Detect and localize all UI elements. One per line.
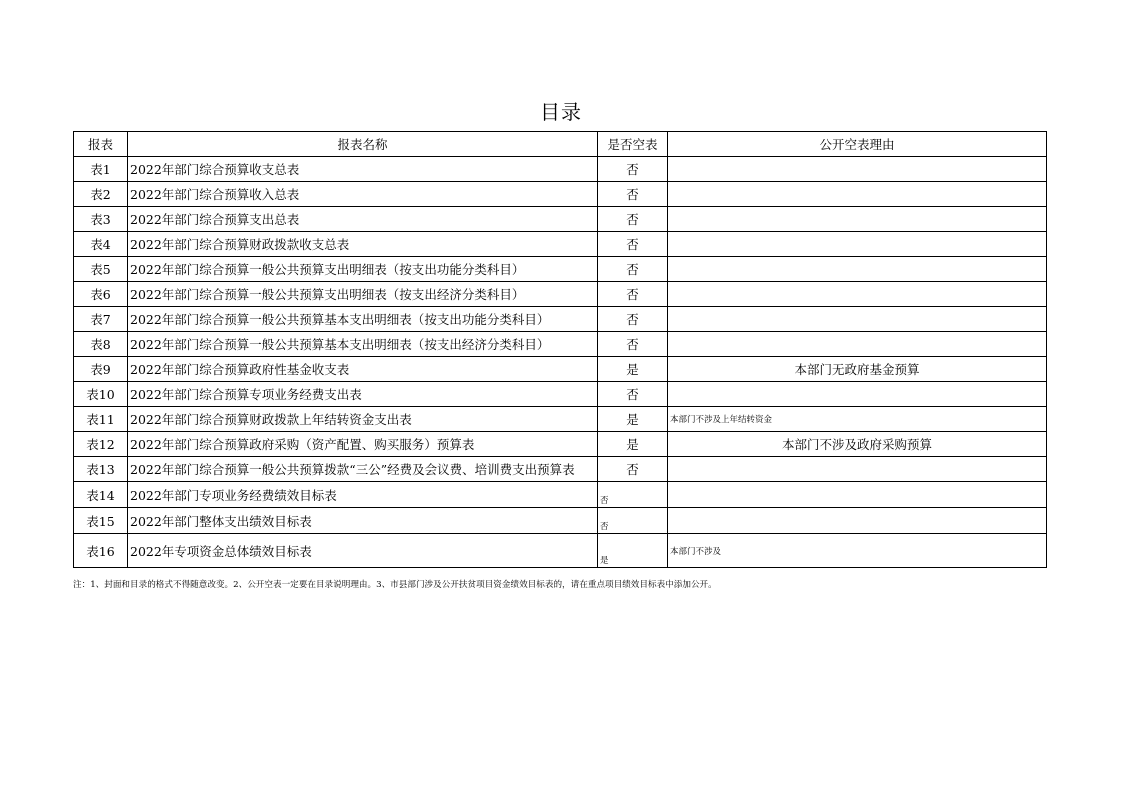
row-report-name: 2022年部门专项业务经费绩效目标表: [128, 482, 598, 508]
header-empty-reason: 公开空表理由: [668, 132, 1047, 157]
row-is-empty: 否: [598, 282, 668, 307]
row-is-empty: 否: [598, 207, 668, 232]
row-report-name: 2022年部门综合预算政府采购（资产配置、购买服务）预算表: [128, 432, 598, 457]
row-is-empty: 是: [598, 407, 668, 432]
table-row: [74, 482, 1047, 508]
row-empty-reason: [668, 307, 1047, 332]
row-is-empty: 否: [598, 508, 668, 534]
row-report-name: 2022年部门综合预算财政拨款收支总表: [128, 232, 598, 257]
row-report-no: 表7: [74, 307, 128, 332]
table-row: [74, 207, 1047, 232]
row-is-empty: 否: [598, 382, 668, 407]
row-is-empty: 否: [598, 182, 668, 207]
table-row: [74, 257, 1047, 282]
row-empty-reason: 本部门无政府基金预算: [668, 357, 1047, 382]
row-report-no: 表13: [74, 457, 128, 482]
row-is-empty: 否: [598, 257, 668, 282]
row-empty-reason: [668, 382, 1047, 407]
row-empty-reason: [668, 232, 1047, 257]
row-empty-reason: 本部门不涉及上年结转资金: [668, 407, 1047, 432]
row-is-empty: 否: [598, 232, 668, 257]
row-report-name: 2022年部门综合预算一般公共预算基本支出明细表（按支出功能分类科目）: [128, 307, 598, 332]
table-row: [74, 432, 1047, 457]
table-row: [74, 357, 1047, 382]
row-report-name: 2022年部门整体支出绩效目标表: [128, 508, 598, 534]
row-report-no: 表12: [74, 432, 128, 457]
row-empty-reason: [668, 332, 1047, 357]
table-row: [74, 282, 1047, 307]
row-report-no: 表11: [74, 407, 128, 432]
row-empty-reason: [668, 457, 1047, 482]
row-empty-reason: [668, 508, 1047, 534]
row-report-name: 2022年部门综合预算财政拨款上年结转资金支出表: [128, 407, 598, 432]
row-report-name: 2022年部门综合预算收入总表: [128, 182, 598, 207]
row-report-no: 表2: [74, 182, 128, 207]
row-is-empty: 否: [598, 157, 668, 182]
row-report-no: 表6: [74, 282, 128, 307]
row-report-name: 2022年部门综合预算一般公共预算支出明细表（按支出功能分类科目）: [128, 257, 598, 282]
row-report-name: 2022年部门综合预算一般公共预算拨款“三公”经费及会议费、培训费支出预算表: [128, 457, 598, 482]
header-is-empty: 是否空表: [598, 132, 668, 157]
table-row: [74, 332, 1047, 357]
row-report-name: 2022年部门综合预算一般公共预算支出明细表（按支出经济分类科目）: [128, 282, 598, 307]
row-report-no: 表3: [74, 207, 128, 232]
table-header-row: [74, 132, 1047, 157]
row-report-name: 2022年部门综合预算一般公共预算基本支出明细表（按支出经济分类科目）: [128, 332, 598, 357]
table-row: [74, 534, 1047, 568]
table-row: [74, 232, 1047, 257]
table-row: [74, 307, 1047, 332]
row-empty-reason: 本部门不涉及政府采购预算: [668, 432, 1047, 457]
row-report-no: 表10: [74, 382, 128, 407]
row-report-no: 表15: [74, 508, 128, 534]
row-report-no: 表1: [74, 157, 128, 182]
row-report-no: 表8: [74, 332, 128, 357]
row-report-no: 表16: [74, 534, 128, 568]
row-report-name: 2022年部门综合预算支出总表: [128, 207, 598, 232]
row-is-empty: 是: [598, 432, 668, 457]
row-empty-reason: [668, 157, 1047, 182]
row-report-no: 表14: [74, 482, 128, 508]
row-is-empty: 否: [598, 457, 668, 482]
row-is-empty: 是: [598, 534, 668, 568]
catalog-table: [73, 131, 1047, 568]
table-row: [74, 157, 1047, 182]
row-is-empty: 是: [598, 357, 668, 382]
row-empty-reason: [668, 257, 1047, 282]
table-row: [74, 382, 1047, 407]
row-empty-reason: [668, 282, 1047, 307]
row-empty-reason: 本部门不涉及: [668, 534, 1047, 568]
row-report-name: 2022年部门综合预算政府性基金收支表: [128, 357, 598, 382]
row-empty-reason: [668, 482, 1047, 508]
row-is-empty: 否: [598, 307, 668, 332]
row-empty-reason: [668, 182, 1047, 207]
row-report-no: 表9: [74, 357, 128, 382]
row-empty-reason: [668, 207, 1047, 232]
row-is-empty: 否: [598, 332, 668, 357]
header-report-name: 报表名称: [128, 132, 598, 157]
table-row: [74, 407, 1047, 432]
page-title: 目录: [540, 100, 582, 124]
row-is-empty: 否: [598, 482, 668, 508]
table-row: [74, 457, 1047, 482]
table-row: [74, 508, 1047, 534]
row-report-no: 表5: [74, 257, 128, 282]
row-report-name: 2022年部门综合预算专项业务经费支出表: [128, 382, 598, 407]
row-report-name: 2022年专项资金总体绩效目标表: [128, 534, 598, 568]
row-report-no: 表4: [74, 232, 128, 257]
footnote: 注：1、封面和目录的格式不得随意改变。2、公开空表一定要在目录说明理由。3、市县部门涉及公开扶贫项目资金绩效目标表的，请在重点项目绩效目标表中添加公开。: [73, 580, 717, 590]
header-report-no: 报表: [74, 132, 128, 157]
row-report-name: 2022年部门综合预算收支总表: [128, 157, 598, 182]
table-row: [74, 182, 1047, 207]
